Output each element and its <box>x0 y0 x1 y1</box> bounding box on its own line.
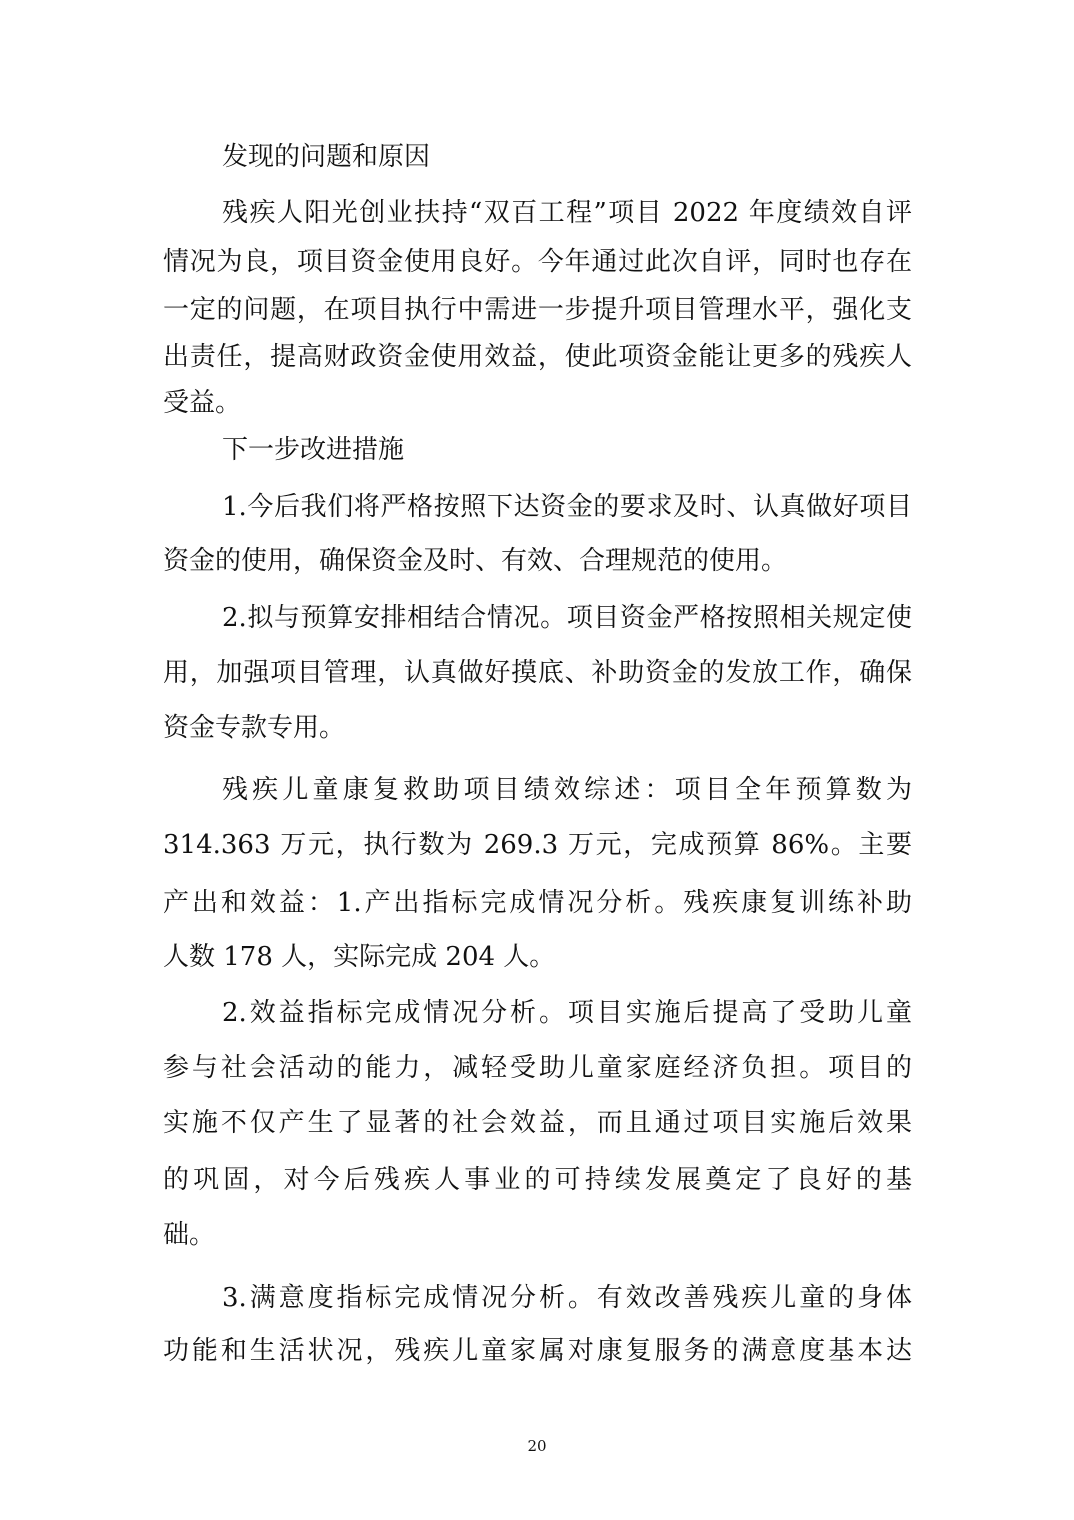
child-rehab-item2-line-4: 的巩固，对今后残疾人事业的可持续发展奠定了良好的基 <box>163 1165 912 1195</box>
child-rehab-item2-line-1: 2.效益指标完成情况分析。项目实施后提高了受助儿童 <box>222 998 912 1028</box>
improvements-item1-line-2: 资金的使用，确保资金及时、有效、合理规范的使用。 <box>163 546 788 576</box>
child-rehab-item2-line-3: 实施不仅产生了显著的社会效益，而且通过项目实施后效果 <box>163 1108 912 1138</box>
improvements-item2-line-2: 用，加强项目管理，认真做好摸底、补助资金的发放工作，确保 <box>163 658 912 688</box>
child-rehab-summary-line-4: 人数 178 人，实际完成 204 人。 <box>163 942 556 972</box>
problems-line-4: 出责任，提高财政资金使用效益，使此项资金能让更多的残疾人 <box>163 342 912 372</box>
improvements-item2-line-3: 资金专款专用。 <box>163 713 346 743</box>
child-rehab-summary-line-1 <box>222 771 912 809</box>
improvements-item2-line-1: 2.拟与预算安排相结合情况。项目资金严格按照相关规定使 <box>222 603 912 633</box>
child-rehab-summary-line-2: 314.363 万元，执行数为 269.3 万元，完成预算 86%。主要 <box>163 830 912 860</box>
problems-heading: 发现的问题和原因 <box>222 142 431 172</box>
problems-line-5: 受益。 <box>163 388 242 418</box>
improvements-heading: 下一步改进措施 <box>222 435 405 465</box>
child-rehab-summary-line-3: 产出和效益：1.产出指标完成情况分析。残疾康复训练补助 <box>163 888 912 918</box>
child-rehab-lead-title: 残疾儿童康复救助项目绩效综述： <box>222 775 675 805</box>
child-rehab-item3-line-2: 功能和生活状况，残疾儿童家属对康复服务的满意度基本达 <box>163 1336 912 1366</box>
page-number: 20 <box>527 1437 547 1455</box>
child-rehab-item3-line-1: 3.满意度指标完成情况分析。有效改善残疾儿童的身体 <box>222 1283 912 1313</box>
child-rehab-summary-text: 项目全年预算数为 <box>674 775 912 805</box>
problems-line-1: 残疾人阳光创业扶持“双百工程”项目 2022 年度绩效自评 <box>222 198 912 228</box>
improvements-item1-line-1: 1.今后我们将严格按照下达资金的要求及时、认真做好项目 <box>222 492 912 522</box>
child-rehab-item2-line-2: 参与社会活动的能力，减轻受助儿童家庭经济负担。项目的 <box>163 1053 912 1083</box>
problems-line-3: 一定的问题，在项目执行中需进一步提升项目管理水平，强化支 <box>163 295 912 325</box>
child-rehab-item2-line-5: 础。 <box>163 1220 216 1250</box>
problems-line-2: 情况为良，项目资金使用良好。今年通过此次自评，同时也存在 <box>163 247 912 277</box>
